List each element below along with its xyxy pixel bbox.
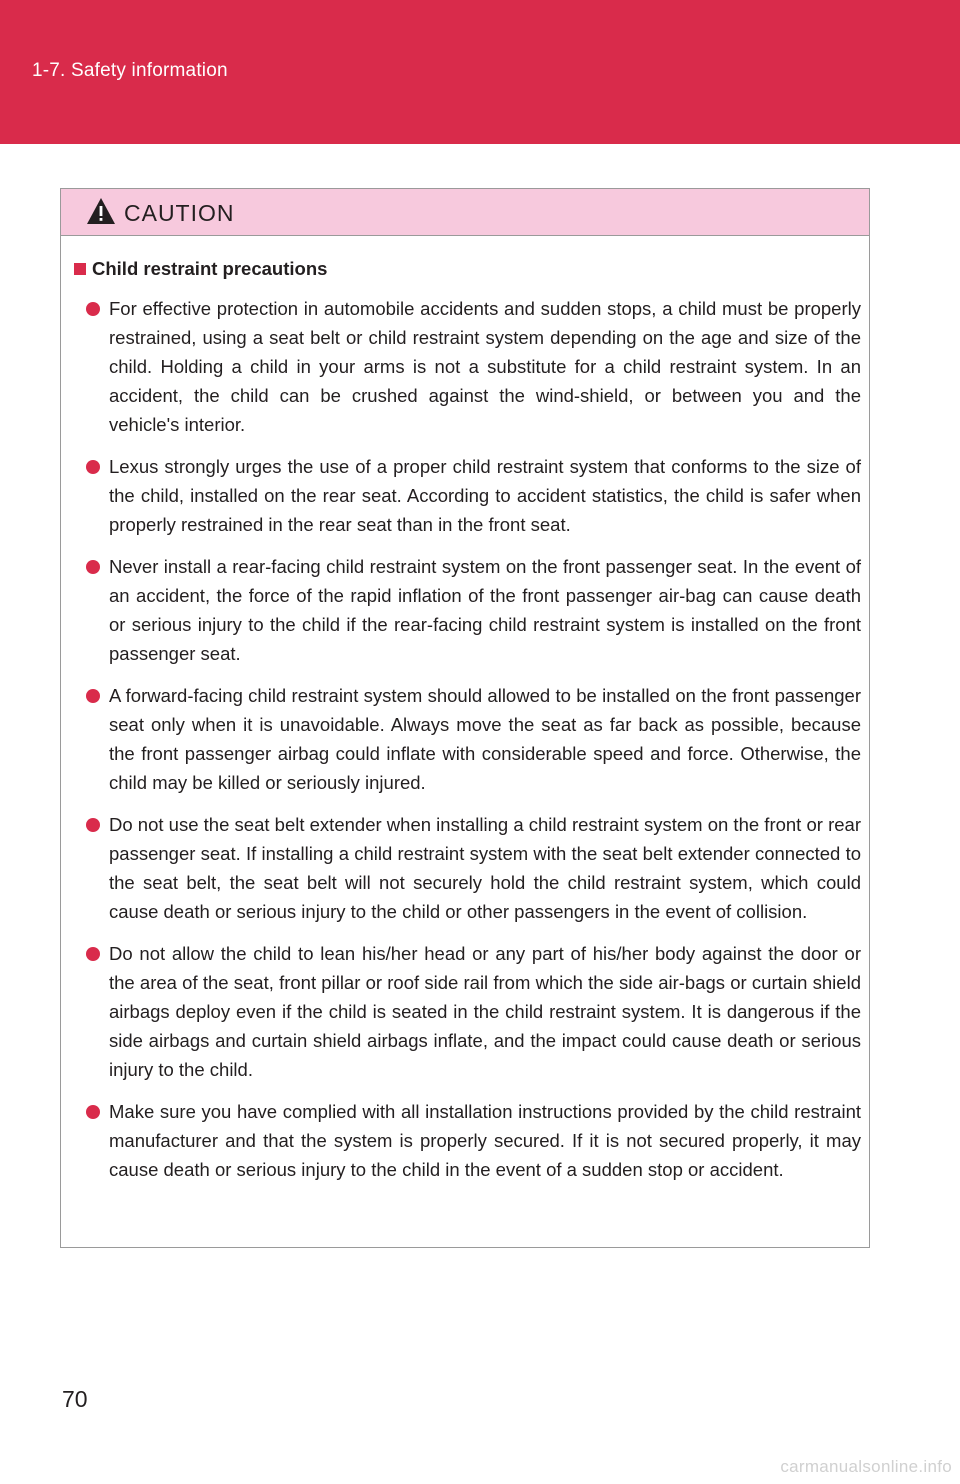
header-band (0, 0, 960, 144)
list-item-text: Never install a rear-facing child restraint system on the front passenger seat. In the event of an accident, the force of the rapid inflation of the front passenger air-bag can cause death or serious injury to the child if the rear-facing child restraint system is installed on the front passenger seat. (109, 556, 861, 664)
list-item-text: Make sure you have complied with all installation instructions provided by the child restraint manufacturer and that the system is properly secured. If it is not secured properly, it may cause death or serious injury to the child in the event of a sudden stop or accident. (109, 1101, 861, 1180)
bullet-dot-icon (86, 302, 100, 316)
list-item-text: A forward-facing child restraint system should allowed to be installed on the front passenger seat only when it is unavoidable. Always move the seat as far back as possible, because the front passenger airbag could inflate with considerable speed and force. Otherwise, the child may be killed or seriously injured. (109, 685, 861, 793)
list-item-text: Do not use the seat belt extender when installing a child restraint system on the front or rear passenger seat. If installing a child restraint system with the seat belt extender connected to the seat belt, the seat belt will not securely hold the child restraint system, which could cause death or serious injury to the child or other passengers in the event of collision. (109, 814, 861, 922)
caution-label: CAUTION (124, 200, 235, 226)
list-item (71, 1097, 861, 1184)
list-item (71, 810, 861, 926)
caution-header (61, 189, 869, 236)
watermark: carmanualsonline.info (780, 1457, 952, 1476)
list-item (71, 681, 861, 797)
sub-heading-text: Child restraint precautions (92, 258, 328, 279)
list-item-text: For effective protection in automobile accidents and sudden stops, a child must be properly restrained, using a seat belt or child restraint system depending on the age and size of the child. Holding a child in your arms is not a substitute for a child restraint system. In an accident, the child can be crushed against the wind-shield, or between you and the vehicle's interior. (109, 298, 861, 435)
list-item (71, 294, 861, 439)
square-bullet-icon (74, 263, 86, 275)
bullet-dot-icon (86, 689, 100, 703)
caution-box (60, 188, 870, 1248)
sub-heading (71, 258, 859, 280)
bullet-dot-icon (86, 947, 100, 961)
bullet-dot-icon (86, 1105, 100, 1119)
caution-body (61, 236, 869, 1184)
bullet-dot-icon (86, 460, 100, 474)
section-title: 1-7. Safety information (32, 60, 228, 81)
list-item (71, 939, 861, 1084)
page-number: 70 (62, 1386, 88, 1412)
warning-triangle-icon (86, 197, 116, 225)
bullet-dot-icon (86, 560, 100, 574)
list-item (71, 552, 861, 668)
bullet-dot-icon (86, 818, 100, 832)
list-item (71, 452, 861, 539)
list-item-text: Lexus strongly urges the use of a proper child restraint system that conforms to the size of the child, installed on the rear seat. According to accident statistics, the child is safer when properly restrained in the rear seat than in the front seat. (109, 456, 861, 535)
list-item-text: Do not allow the child to lean his/her head or any part of his/her body against the door or the area of the seat, front pillar or roof side rail from which the side air-bags or curtain shield airbags deploy even if the child is seated in the child restraint system. It is dangerous if the side airbags and curtain shield airbags inflate, and the impact could cause death or serious injury to the child. (109, 943, 861, 1080)
